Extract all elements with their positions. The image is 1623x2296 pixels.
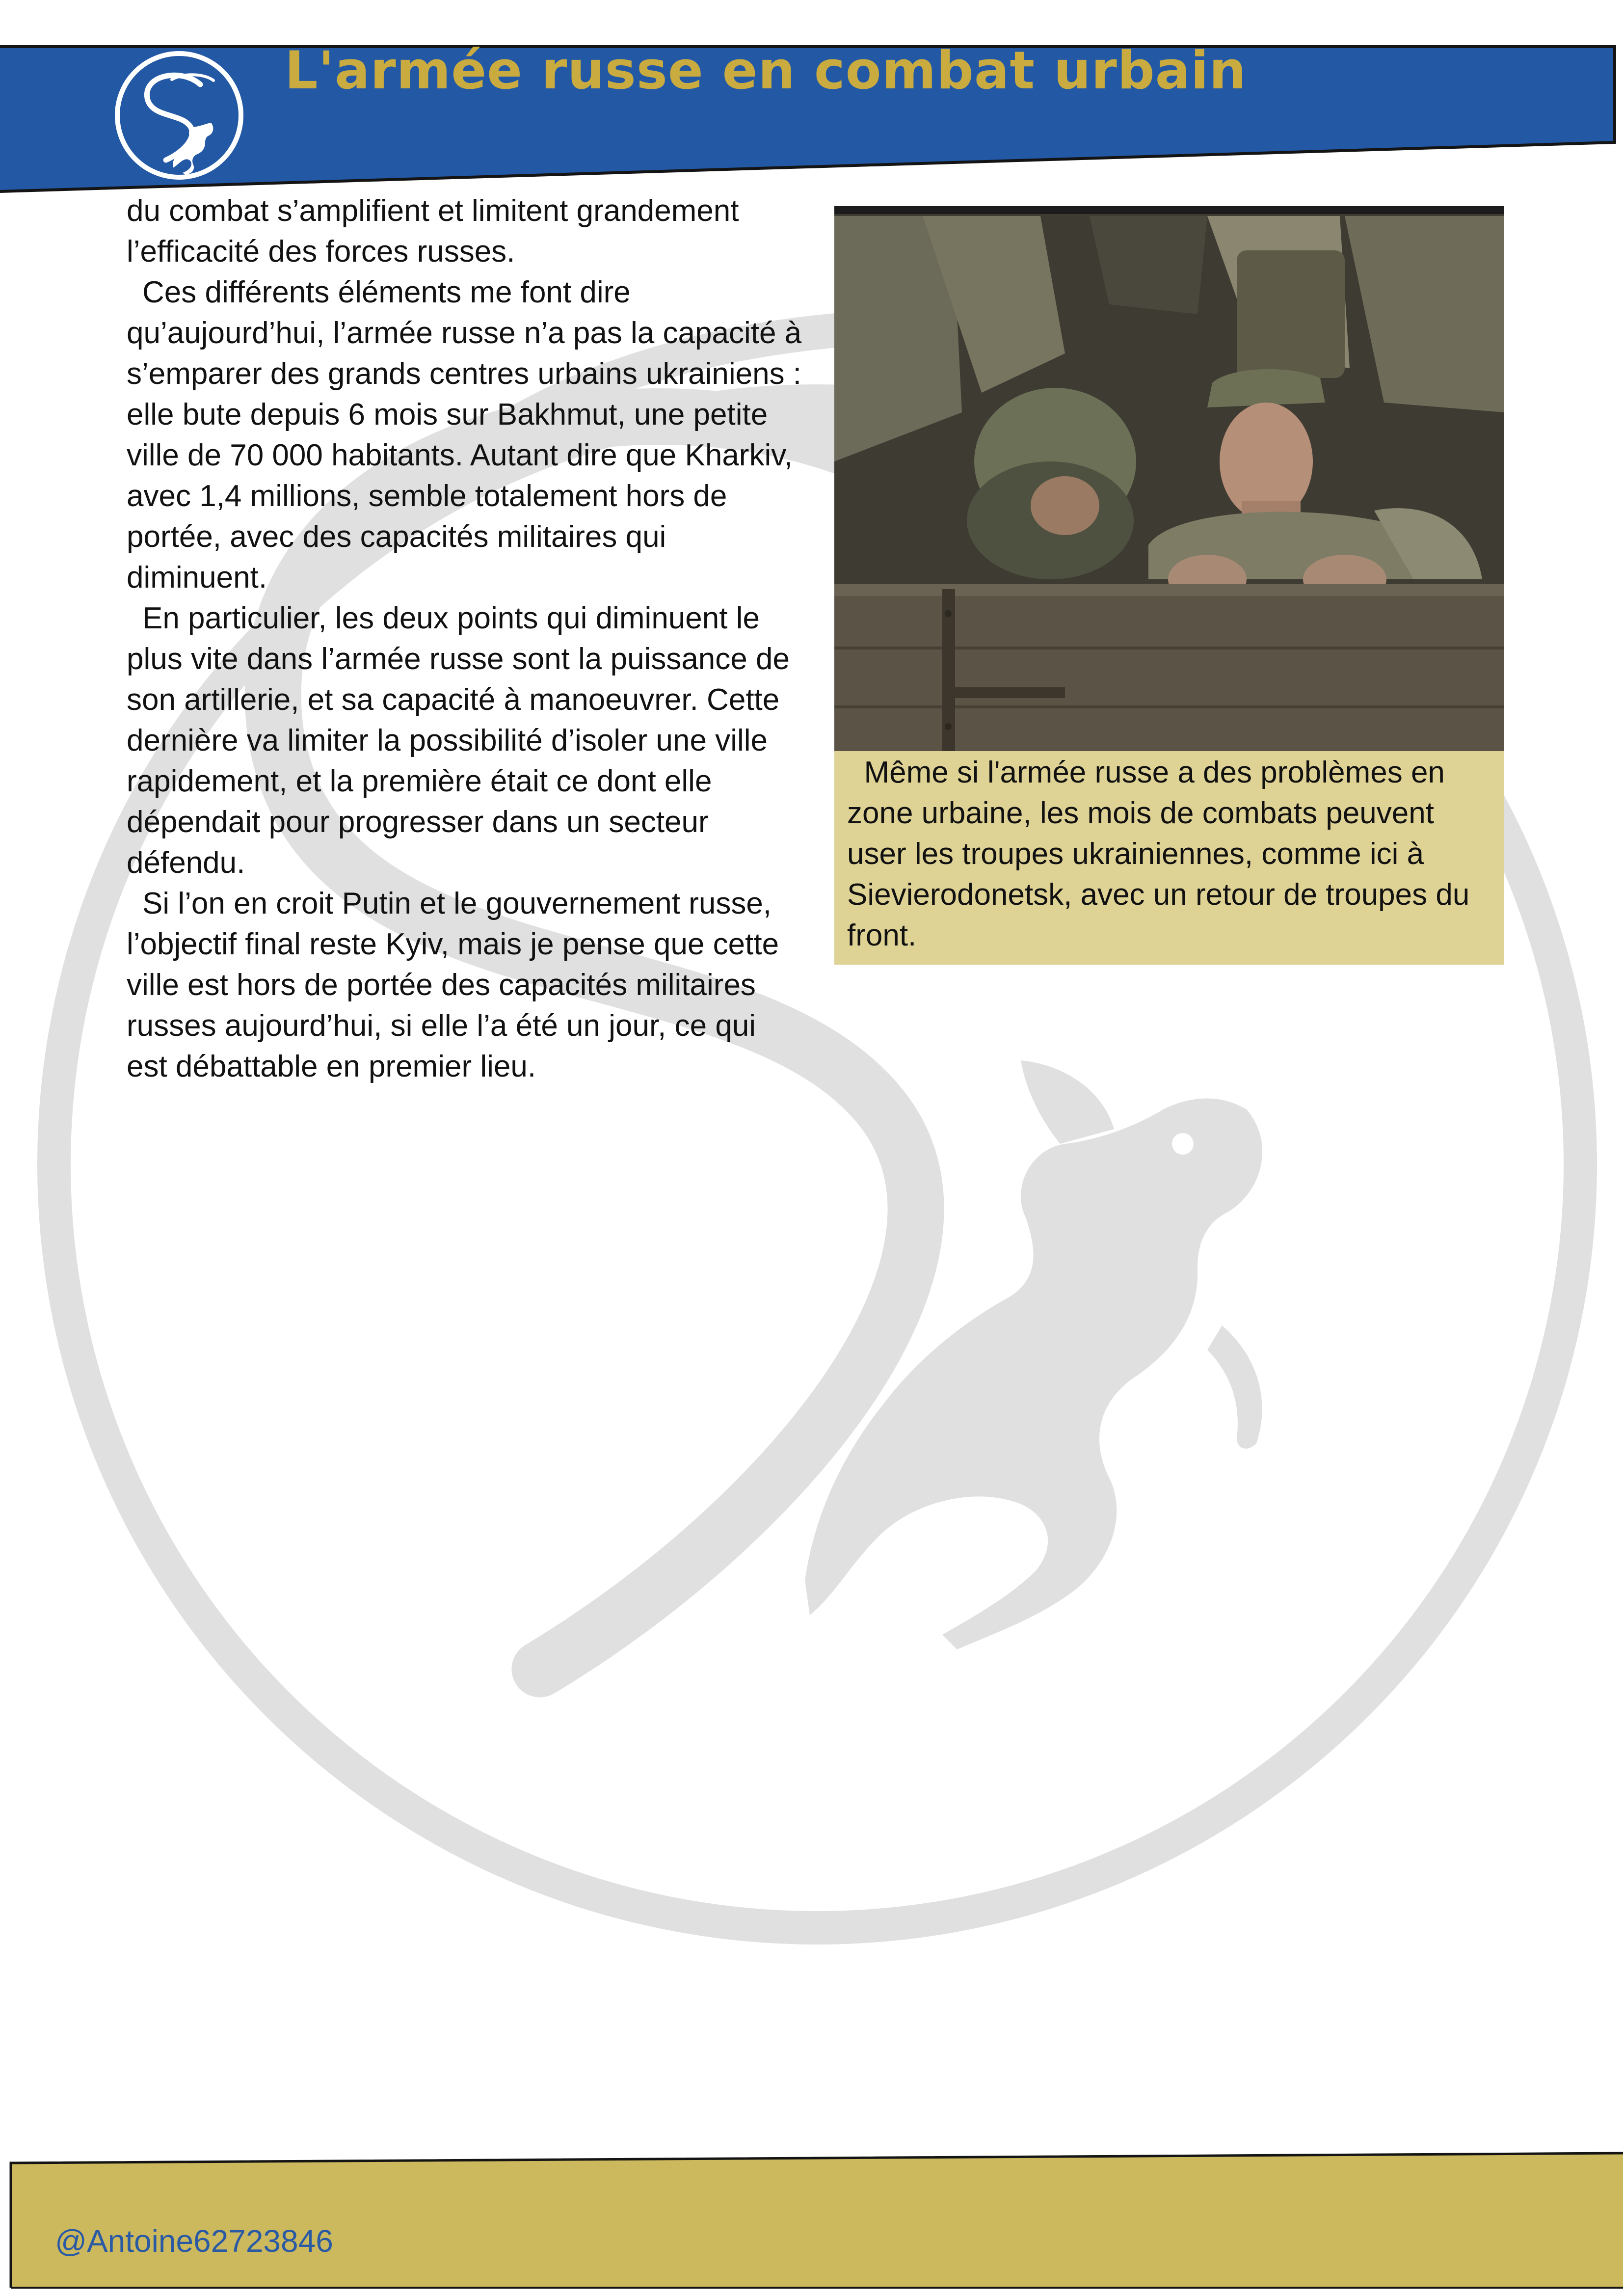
page-title: L'armée russe en combat urbain — [285, 40, 1247, 101]
article-paragraph: du combat s’amplifient et limitent grandement l’efficacité des forces russes. — [127, 194, 739, 269]
article-paragraph: Ces différents éléments me font dire qu’aujourd’hui, l’armée russe n’a pas la capacité à s’emparer des grands centres urbains ukrainiens : elle bute depuis 6 mois sur Bakhmut, une petite ville de 70 000 habitants. Autant dire que Kharkiv, avec 1,4 millions, semble totalement hors de portée, avec des capacités militaires qui diminuent. — [127, 275, 802, 594]
article-paragraph: En particulier, les deux points qui diminuent le plus vite dans l’armée russe sont la puissance de son artillerie, et sa capacité à manoeuvrer. Cette dernière va limiter la possibilité d’isoler une ville rapidement, et la première était ce dont elle dépendait pour progresser dans un secteur défendu. — [127, 601, 790, 880]
caption-text-content: Même si l'armée russe a des problèmes en zone urbaine, les mois de combats peuvent user les troupes ukrainiennes, comme ici à Sievierodonetsk, avec un retour de troupes du front. — [847, 756, 1470, 952]
article-paragraph: Si l’on en croit Putin et le gouvernement russe, l’objectif final reste Kyiv, mais je pense que cette ville est hors de portée des capacités militaires russes aujourd’hui, si elle l’a été un jour, ce qui est débattable en premier lieu. — [127, 887, 779, 1083]
author-handle: @Antoine62723846 — [55, 2223, 333, 2259]
